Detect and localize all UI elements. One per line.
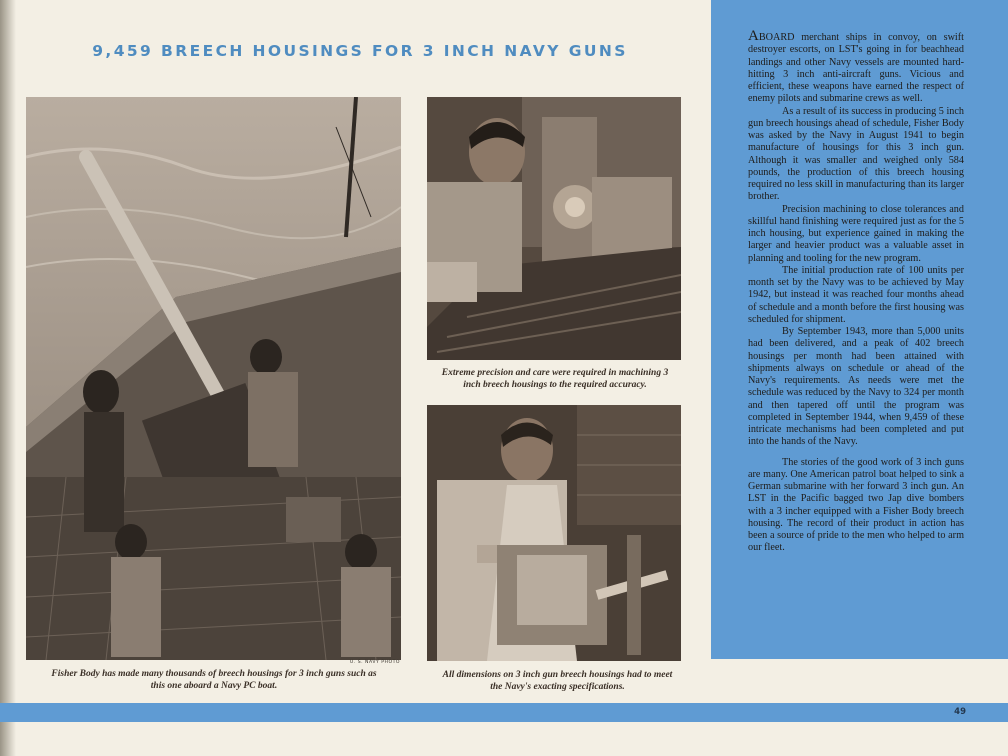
photo-inspector bbox=[427, 405, 681, 661]
lead-smallcaps: BOARD bbox=[758, 32, 795, 43]
caption-machinist: Extreme precision and care were required in machining 3 inch breech housings to the required accuracy. bbox=[441, 368, 669, 390]
page-headline: 9,459 BREECH HOUSINGS FOR 3 INCH NAVY GUNS bbox=[92, 42, 628, 60]
article-paragraph: The initial production rate of 100 units per month set by the Navy was to be achieved by May 1942, but instead it was reached four months ahead of schedule and a month before the first housing was scheduled for shipment. bbox=[748, 264, 964, 325]
article-text bbox=[748, 30, 964, 555]
photo-machinist bbox=[427, 97, 681, 360]
article-paragraph: As a result of its success in producing 5 inch gun breech housings ahead of schedule, Fisher Body was asked by the Navy in August 1941 to begin manufacture of housings for this 3 inch gun. Although it was smaller and weighed only 584 pounds, the production of this breech housing required no less skill in manufacturing than its larger brother. bbox=[748, 105, 964, 203]
deck-gun-illustration bbox=[26, 97, 401, 660]
page-number: 49 bbox=[954, 707, 966, 717]
page-gutter-shadow bbox=[0, 0, 16, 756]
dropcap: A bbox=[748, 28, 759, 44]
article-paragraph: Precision machining to close tolerances and skillful hand finishing were required just as for the 5 inch housing, but experience gained in making the larger and heavier product was a valuable asset in planning and tooling for the new program. bbox=[748, 203, 964, 264]
article-paragraph bbox=[748, 30, 964, 106]
article-paragraph: The stories of the good work of 3 inch guns are many. One American patrol boat helped to sink a German submarine with her forward 3 inch gun. An LST in the Pacific bagged two Jap dive bombers with a 3 incher equipped with a Fisher Body breech housing. The record of their product in action has been a source of pride to the men who helped to arm our fleet. bbox=[748, 456, 964, 554]
caption-deck-gun: Fisher Body has made many thousands of breech housings for 3 inch guns such as this one aboard a Navy PC boat. bbox=[51, 669, 377, 691]
inspector-illustration bbox=[427, 405, 681, 661]
photo-deck-gun bbox=[26, 97, 401, 660]
caption-inspector: All dimensions on 3 inch gun breech housings had to meet the Navy's exacting specifications. bbox=[442, 670, 673, 692]
machinist-illustration bbox=[427, 97, 681, 360]
photo-credit: U. S. NAVY PHOTO bbox=[349, 660, 400, 665]
footer-band bbox=[0, 703, 1008, 722]
article-paragraph: By September 1943, more than 5,000 units had been delivered, and a peak of 402 breech housings per month had been attained with shipments always on schedule or ahead of the Navy's requirements. As needs were met the schedule was reduced by the Navy to 324 per month and then tapered off until the program was completed in September 1944, when 9,459 of these intricate mechanisms had been completed and put into the hands of the Navy. bbox=[748, 326, 964, 448]
lead-rest: merchant ships in convoy, on swift destroyer escorts, on LST's going in for beachhead landings and other Navy vessels are mounted hard-hitting 3 inch anti-aircraft guns. Vicious and efficient, these weapons have earned the respect of enemy pilots and submarine crews as well. bbox=[748, 32, 964, 105]
